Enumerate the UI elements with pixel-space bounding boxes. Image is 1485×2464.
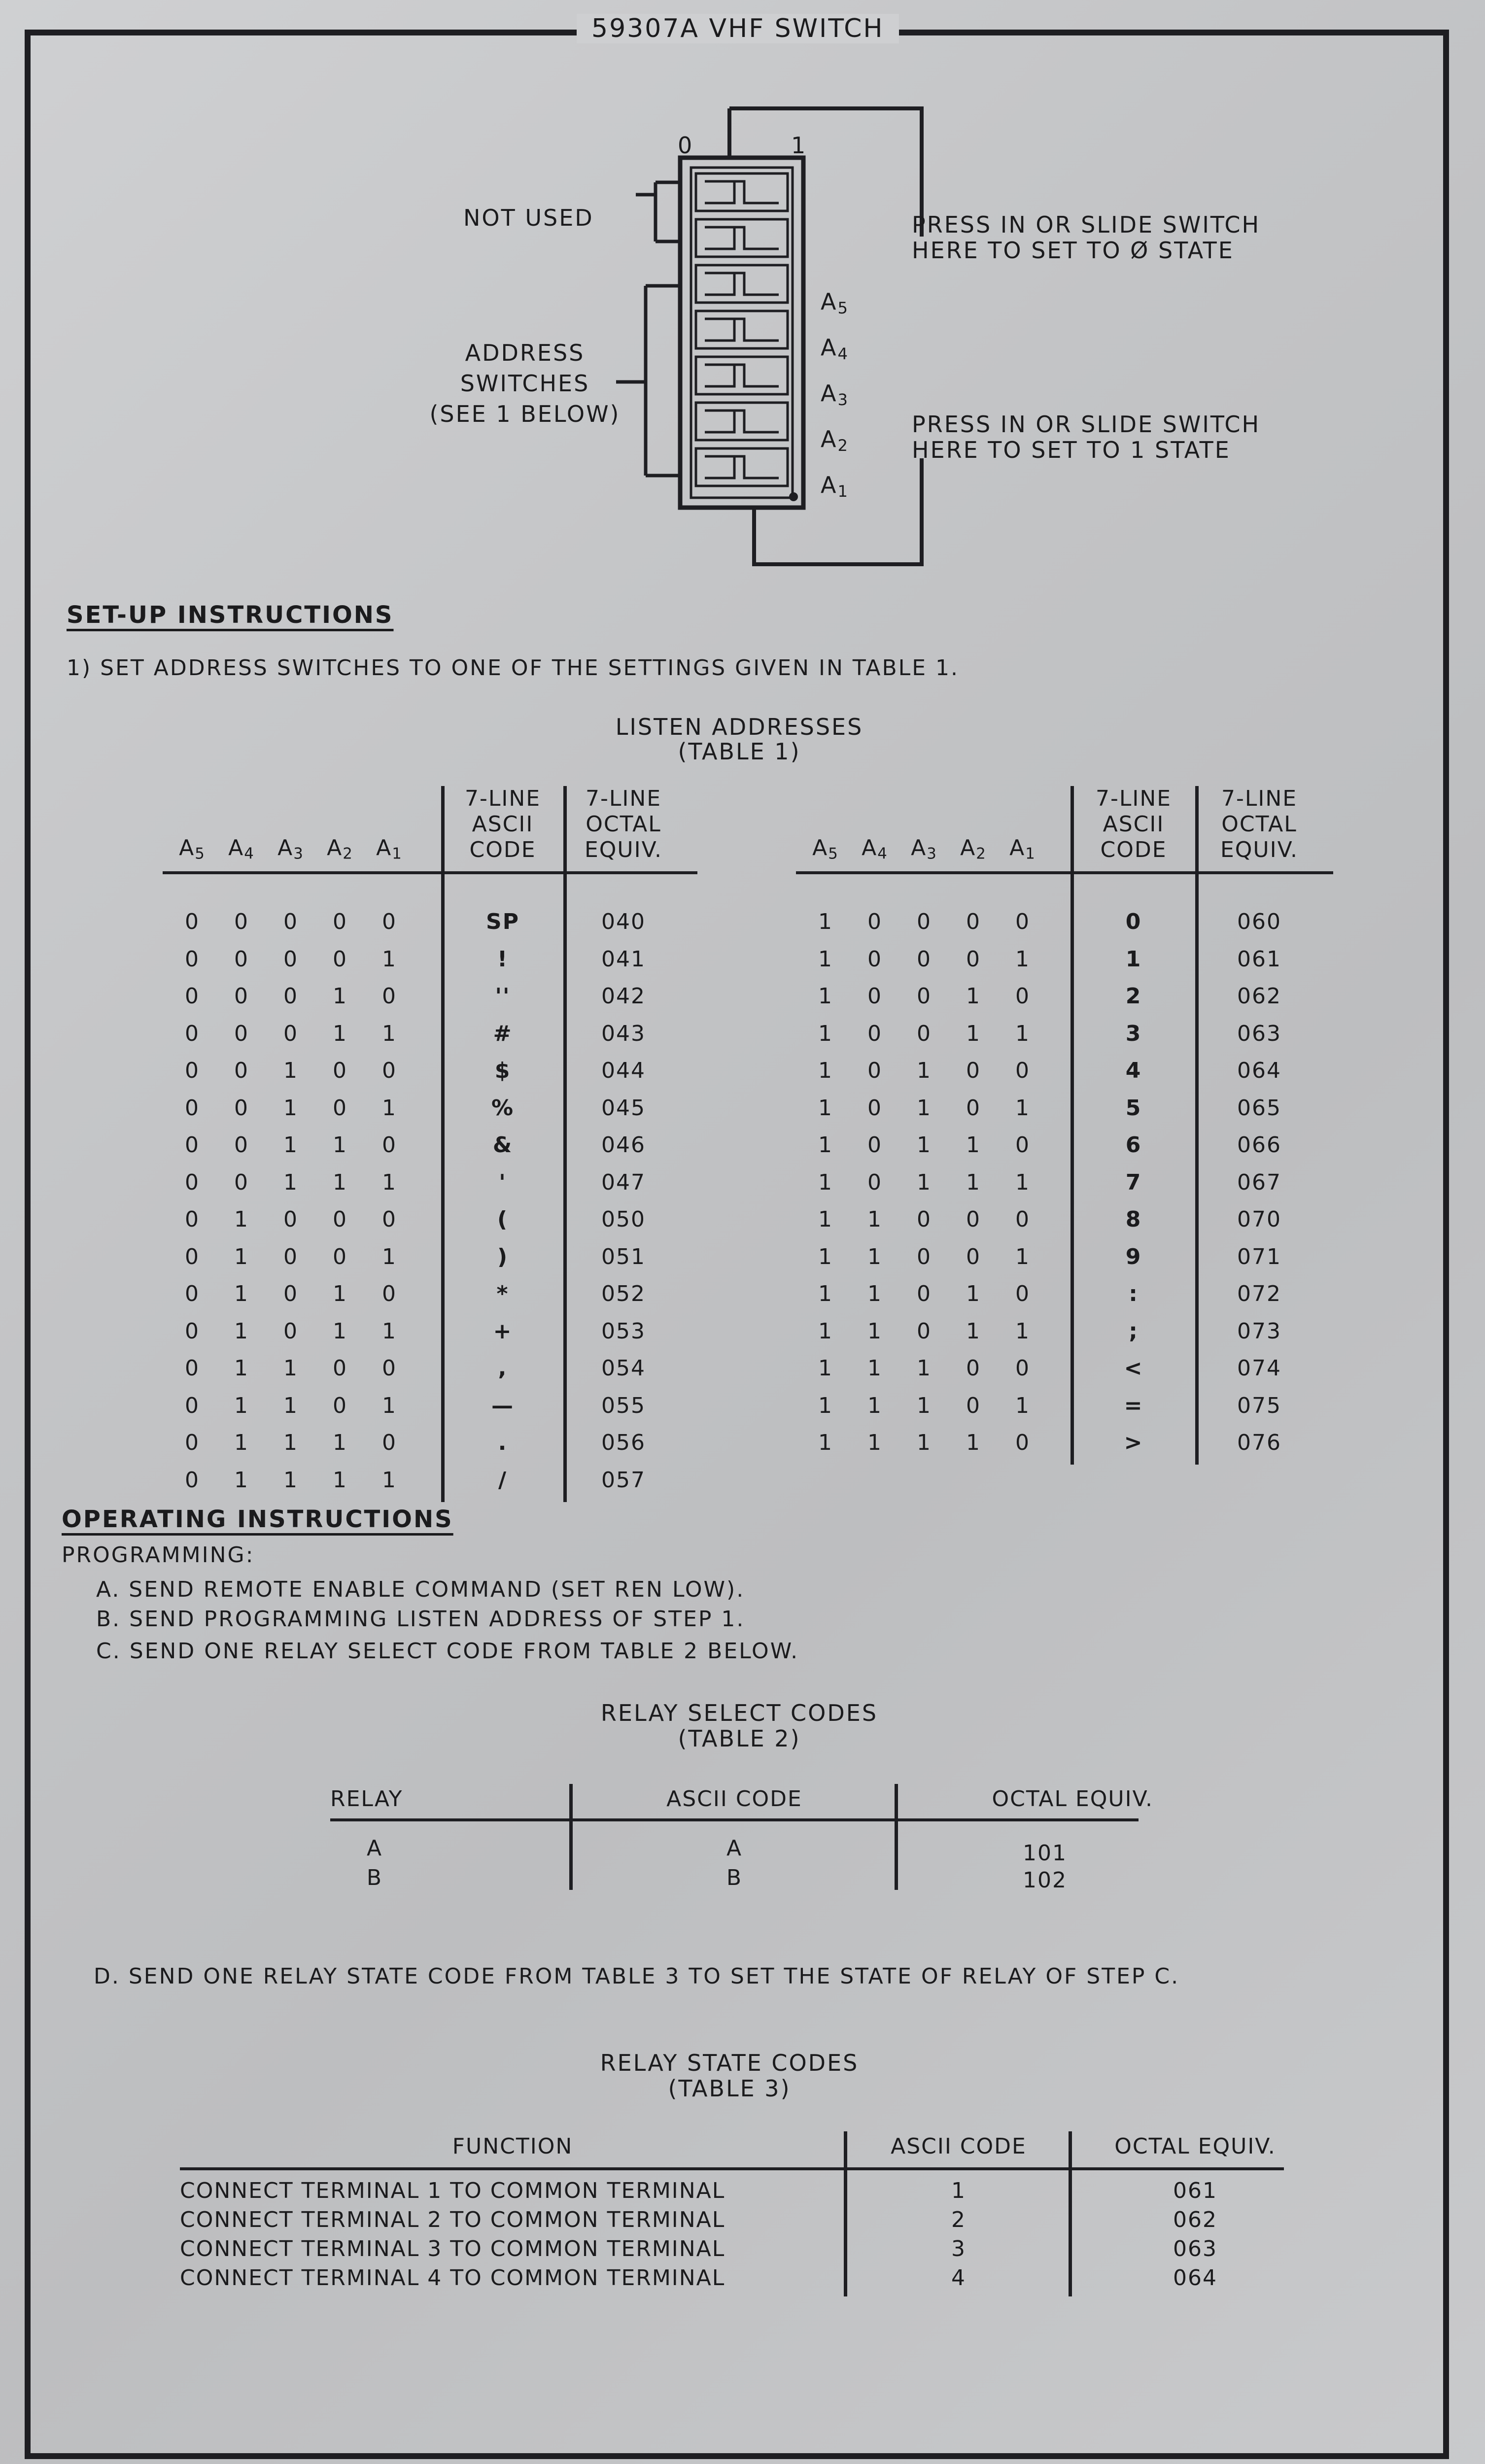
dip-switch-diagram xyxy=(606,99,951,572)
table-cell: 1 xyxy=(234,1244,249,1269)
table-cell: 052 xyxy=(601,1281,646,1306)
table2-header-relay: RELAY xyxy=(330,1786,403,1812)
table1-column-divider xyxy=(441,786,445,1502)
table-cell: 1 xyxy=(1015,1021,1030,1046)
table-cell: 1 xyxy=(818,1132,833,1158)
table-cell: 1 xyxy=(917,1169,932,1195)
table-cell: 063 xyxy=(1237,1021,1281,1046)
bit-header-a4: $A_4$ xyxy=(228,835,255,863)
table-cell: 0 xyxy=(333,1356,347,1381)
table-cell: 0 xyxy=(867,1095,882,1121)
table-cell: 070 xyxy=(1237,1207,1281,1232)
table-cell: 056 xyxy=(601,1430,646,1455)
table-cell: 1 xyxy=(382,1021,397,1046)
table-cell: 0 xyxy=(1015,1281,1030,1306)
table-cell: 9 xyxy=(1125,1244,1142,1269)
table-cell: 076 xyxy=(1237,1430,1281,1455)
table-cell: 075 xyxy=(1237,1393,1281,1418)
table-cell: * xyxy=(496,1281,509,1306)
octal-header: 7-LINE OCTAL EQUIV. xyxy=(1220,786,1299,862)
table-cell: 1 xyxy=(818,909,833,934)
table-cell: 1 xyxy=(333,1132,347,1158)
address-switches-label: ADDRESS SWITCHES (SEE 1 BELOW) xyxy=(429,340,621,427)
switch-label-1: 1 xyxy=(791,132,807,159)
table-cell: 0 xyxy=(283,909,298,934)
table1-column-divider xyxy=(1071,786,1074,1465)
table-cell: 0 xyxy=(185,1244,200,1269)
table-cell: 043 xyxy=(601,1021,646,1046)
operating-step-a: A. SEND REMOTE ENABLE COMMAND (SET REN LOW). xyxy=(96,1577,745,1602)
table-cell: 1 xyxy=(333,1021,347,1046)
table-cell: 067 xyxy=(1237,1169,1281,1195)
table-cell: 0 xyxy=(1015,1356,1030,1381)
table-cell: 0 xyxy=(185,1356,200,1381)
table-cell: 062 xyxy=(1173,2207,1217,2232)
table-cell: 1 xyxy=(966,984,981,1009)
table-cell: . xyxy=(498,1430,508,1455)
table2-header-octal: OCTAL EQUIV. xyxy=(992,1786,1153,1812)
table-cell: 1 xyxy=(1015,1169,1030,1195)
table-cell: 1 xyxy=(818,1169,833,1195)
table-cell: 1 xyxy=(234,1281,249,1306)
table-cell: 064 xyxy=(1173,2265,1217,2291)
table1-column-divider xyxy=(563,786,567,1502)
switch-label-0: 0 xyxy=(678,132,694,159)
table-cell: 1 xyxy=(333,1467,347,1493)
table-cell: 1 xyxy=(382,1393,397,1418)
table-cell: A xyxy=(366,1836,383,1861)
bit-label-a2: $A_2$ xyxy=(821,426,849,455)
table-cell: 055 xyxy=(601,1393,646,1418)
table-cell: 0 xyxy=(333,946,347,972)
table-cell: 0 xyxy=(234,1021,249,1046)
table-cell: 0 xyxy=(382,984,397,1009)
table-cell: 0 xyxy=(333,1393,347,1418)
table-cell: 8 xyxy=(1125,1207,1142,1232)
table-cell: 1 xyxy=(917,1095,932,1121)
table-cell: 1 xyxy=(283,1169,298,1195)
table-cell: 0 xyxy=(185,1393,200,1418)
table-cell: 0 xyxy=(283,984,298,1009)
table-cell: 1 xyxy=(818,1095,833,1121)
table-cell: 0 xyxy=(234,1132,249,1158)
table-cell: 1 xyxy=(1015,1318,1030,1344)
table-cell: 0 xyxy=(867,909,882,934)
table-cell: 0 xyxy=(966,946,981,972)
table2-header-ascii: ASCII CODE xyxy=(666,1786,802,1812)
table-cell: 1 xyxy=(283,1058,298,1083)
table-cell: 0 xyxy=(283,1318,298,1344)
ascii-header: 7-LINE ASCII CODE xyxy=(1095,786,1172,862)
table-cell: 066 xyxy=(1237,1132,1281,1158)
table-cell: 0 xyxy=(1015,1132,1030,1158)
table-cell: 0 xyxy=(966,1207,981,1232)
bit-header-a3: $A_3$ xyxy=(911,835,937,863)
table-cell: 1 xyxy=(333,1318,347,1344)
table-cell: 1 xyxy=(283,1467,298,1493)
operating-step-d: D. SEND ONE RELAY STATE CODE FROM TABLE 3 TO SET THE STATE OF RELAY OF STEP C. xyxy=(94,1964,1180,1989)
table-cell: % xyxy=(491,1095,515,1121)
table-cell: 1 xyxy=(283,1393,298,1418)
table-cell: 1 xyxy=(867,1281,882,1306)
table-cell: 0 xyxy=(917,946,932,972)
table-cell: 1 xyxy=(818,1318,833,1344)
table-cell: 0 xyxy=(234,1095,249,1121)
table-cell: 0 xyxy=(185,1058,200,1083)
bit-label-a3: $A_3$ xyxy=(821,380,849,410)
table-cell: 072 xyxy=(1237,1281,1281,1306)
table-cell: 1 xyxy=(966,1132,981,1158)
table-cell: > xyxy=(1124,1430,1143,1455)
table-cell: 0 xyxy=(185,1281,200,1306)
table-cell: 1 xyxy=(818,1281,833,1306)
bit-header-a1: $A_1$ xyxy=(376,835,403,863)
operating-step-b: B. SEND PROGRAMMING LISTEN ADDRESS OF STEP 1. xyxy=(96,1607,745,1632)
table-cell: 0 xyxy=(1015,984,1030,1009)
table-cell: 1 xyxy=(951,2178,966,2203)
bit-header-a2: $A_2$ xyxy=(327,835,353,863)
table-cell: 0 xyxy=(966,1058,981,1083)
table-cell: 1 xyxy=(382,946,397,972)
table-cell: CONNECT TERMINAL 1 TO COMMON TERMINAL xyxy=(180,2178,725,2203)
table-cell: 1 xyxy=(234,1207,249,1232)
table-cell: 0 xyxy=(966,1393,981,1418)
table-cell: 0 xyxy=(333,1058,347,1083)
table1-header-rule xyxy=(163,871,697,874)
table-cell: 0 xyxy=(917,1207,932,1232)
ascii-header: 7-LINE ASCII CODE xyxy=(464,786,541,862)
table-cell: & xyxy=(492,1132,513,1158)
table-cell: 0 xyxy=(867,1169,882,1195)
table-cell: 0 xyxy=(1015,1207,1030,1232)
table-cell: A xyxy=(726,1836,743,1861)
table-cell: 0 xyxy=(185,1169,200,1195)
table-cell: 1 xyxy=(867,1207,882,1232)
table-cell: 1 xyxy=(234,1356,249,1381)
table-cell: 0 xyxy=(185,984,200,1009)
table-cell: SP xyxy=(486,909,519,934)
table-cell: , xyxy=(498,1356,508,1381)
table-cell: 0 xyxy=(867,1021,882,1046)
bit-header-a1: $A_1$ xyxy=(1009,835,1036,863)
table-cell: 1 xyxy=(333,1169,347,1195)
table-cell: 3 xyxy=(951,2236,966,2261)
table-cell: 6 xyxy=(1125,1132,1142,1158)
table-cell: 1 xyxy=(917,1430,932,1455)
table-cell: 1 xyxy=(382,1095,397,1121)
bit-header-a3: $A_3$ xyxy=(277,835,304,863)
table-cell: 1 xyxy=(966,1169,981,1195)
table-cell: 0 xyxy=(234,909,249,934)
table-cell: 1 xyxy=(917,1132,932,1158)
table3-header-function: FUNCTION xyxy=(452,2134,573,2159)
table-cell: 0 xyxy=(917,1281,932,1306)
table-cell: 0 xyxy=(966,1356,981,1381)
table-cell: 074 xyxy=(1237,1356,1281,1381)
table-cell: 057 xyxy=(601,1467,646,1493)
table-cell: + xyxy=(493,1318,513,1344)
table-cell: 046 xyxy=(601,1132,646,1158)
table-cell: 0 xyxy=(283,1244,298,1269)
table-cell: 1 xyxy=(966,1281,981,1306)
octal-header: 7-LINE OCTAL EQUIV. xyxy=(584,786,663,862)
table-cell: 1 xyxy=(283,1095,298,1121)
table-cell: 4 xyxy=(951,2265,966,2291)
table-cell: 0 xyxy=(283,946,298,972)
table-cell: 1 xyxy=(234,1393,249,1418)
table-cell: 065 xyxy=(1237,1095,1281,1121)
table-cell: 1 xyxy=(917,1058,932,1083)
table-cell: 0 xyxy=(966,909,981,934)
table-cell: 0 xyxy=(1015,1430,1030,1455)
press-1-instruction: PRESS IN OR SLIDE SWITCH HERE TO SET TO 1 STATE xyxy=(912,411,1261,463)
bit-header-a5: $A_5$ xyxy=(812,835,839,863)
table-cell: 1 xyxy=(867,1393,882,1418)
table-cell: 0 xyxy=(1015,1058,1030,1083)
table-cell: # xyxy=(493,1021,513,1046)
table-cell: 1 xyxy=(333,984,347,1009)
table-cell: 062 xyxy=(1237,984,1281,1009)
table-cell: 0 xyxy=(333,1244,347,1269)
table-cell: CONNECT TERMINAL 2 TO COMMON TERMINAL xyxy=(180,2207,725,2232)
bit-label-a1: $A_1$ xyxy=(821,472,849,501)
table-cell: 0 xyxy=(185,1318,200,1344)
table-cell: $ xyxy=(494,1058,511,1083)
table-cell: 041 xyxy=(601,946,646,972)
table-cell: 1 xyxy=(283,1132,298,1158)
operating-step-c: C. SEND ONE RELAY SELECT CODE FROM TABLE 2 BELOW. xyxy=(96,1639,799,1664)
table-cell: B xyxy=(366,1865,383,1890)
table-cell: 102 xyxy=(1023,1868,1067,1893)
operating-heading: OPERATING INSTRUCTIONS xyxy=(62,1506,453,1533)
table-cell: ' xyxy=(499,1169,507,1195)
table2-caption: RELAY SELECT CODES (TABLE 2) xyxy=(600,1700,878,1752)
table-cell: 1 xyxy=(1015,946,1030,972)
table-cell: — xyxy=(491,1393,514,1418)
table-cell: 0 xyxy=(234,946,249,972)
table-cell: 1 xyxy=(818,1393,833,1418)
setup-step-1: 1) SET ADDRESS SWITCHES TO ONE OF THE SETTINGS GIVEN IN TABLE 1. xyxy=(67,655,959,681)
bit-header-a2: $A_2$ xyxy=(960,835,987,863)
table-cell: 0 xyxy=(382,909,397,934)
table-cell: 7 xyxy=(1125,1169,1142,1195)
table-cell: 0 xyxy=(917,1318,932,1344)
table3-header-ascii: ASCII CODE xyxy=(891,2134,1027,2159)
table1-caption: LISTEN ADDRESSES (TABLE 1) xyxy=(615,714,863,765)
table1-header-rule xyxy=(796,871,1333,874)
table-cell: 1 xyxy=(818,1207,833,1232)
bit-label-a5: $A_5$ xyxy=(821,288,849,318)
table-cell: 1 xyxy=(333,1281,347,1306)
table-cell: 1 xyxy=(867,1318,882,1344)
table-cell: 1 xyxy=(382,1244,397,1269)
table-cell: 0 xyxy=(185,1207,200,1232)
table-cell: 0 xyxy=(966,1244,981,1269)
table-cell: 051 xyxy=(601,1244,646,1269)
table-cell: 063 xyxy=(1173,2236,1217,2261)
table-cell: 0 xyxy=(333,1095,347,1121)
table-cell: 0 xyxy=(234,1169,249,1195)
table-cell: 042 xyxy=(601,984,646,1009)
table-cell: 1 xyxy=(234,1318,249,1344)
table-cell: 1 xyxy=(382,1318,397,1344)
table-cell: 1 xyxy=(818,1021,833,1046)
table-cell: 1 xyxy=(283,1356,298,1381)
table-cell: 0 xyxy=(917,984,932,1009)
table-cell: B xyxy=(726,1865,743,1890)
table-cell: CONNECT TERMINAL 3 TO COMMON TERMINAL xyxy=(180,2236,725,2261)
bit-header-a5: $A_5$ xyxy=(179,835,206,863)
table-cell: 1 xyxy=(818,1430,833,1455)
table-cell: 1 xyxy=(234,1430,249,1455)
table3-caption: RELAY STATE CODES (TABLE 3) xyxy=(600,2050,859,2102)
table-cell: 0 xyxy=(382,1430,397,1455)
table-cell: 1 xyxy=(867,1356,882,1381)
table-cell: / xyxy=(498,1467,508,1493)
table-cell: 1 xyxy=(818,1058,833,1083)
table-cell: ) xyxy=(497,1244,509,1269)
table-cell: 073 xyxy=(1237,1318,1281,1344)
table3-header-octal: OCTAL EQUIV. xyxy=(1114,2134,1276,2159)
table-cell: 0 xyxy=(382,1356,397,1381)
table-cell: 0 xyxy=(185,946,200,972)
table-cell: ; xyxy=(1129,1318,1139,1344)
table-cell: '' xyxy=(495,984,511,1009)
table-cell: : xyxy=(1129,1281,1139,1306)
table-cell: 1 xyxy=(818,984,833,1009)
table-cell: 0 xyxy=(185,1467,200,1493)
table-cell: ! xyxy=(497,946,509,972)
table-cell: 047 xyxy=(601,1169,646,1195)
table-cell: 1 xyxy=(382,1467,397,1493)
table-cell: 1 xyxy=(966,1021,981,1046)
table-cell: 0 xyxy=(867,1058,882,1083)
table-cell: 1 xyxy=(1125,946,1142,972)
table-cell: 0 xyxy=(333,909,347,934)
table-cell: 071 xyxy=(1237,1244,1281,1269)
table-cell: 0 xyxy=(1125,909,1142,934)
table-cell: 1 xyxy=(333,1430,347,1455)
table-cell: 1 xyxy=(917,1393,932,1418)
table-cell: 0 xyxy=(382,1132,397,1158)
table-cell: 0 xyxy=(185,909,200,934)
table-cell: 1 xyxy=(1015,1244,1030,1269)
table-cell: 0 xyxy=(234,1058,249,1083)
table-cell: 4 xyxy=(1125,1058,1142,1083)
table-cell: 1 xyxy=(1015,1095,1030,1121)
table-cell: 0 xyxy=(917,1244,932,1269)
table-cell: 1 xyxy=(1015,1393,1030,1418)
table-cell: 0 xyxy=(867,984,882,1009)
table-cell: = xyxy=(1124,1393,1143,1418)
table-cell: < xyxy=(1124,1356,1143,1381)
table-cell: 2 xyxy=(951,2207,966,2232)
table-cell: 050 xyxy=(601,1207,646,1232)
table-cell: 1 xyxy=(234,1467,249,1493)
panel-title: 59307A VHF SWITCH xyxy=(577,14,899,43)
setup-heading: SET-UP INSTRUCTIONS xyxy=(67,601,394,629)
table-cell: 061 xyxy=(1237,946,1281,972)
table-cell: 0 xyxy=(185,1021,200,1046)
programming-label: PROGRAMMING: xyxy=(62,1542,255,1568)
not-used-label: NOT USED xyxy=(463,205,594,231)
table-cell: 1 xyxy=(818,946,833,972)
table-cell: ( xyxy=(497,1207,509,1232)
table-cell: 1 xyxy=(818,1244,833,1269)
table-cell: 0 xyxy=(917,909,932,934)
table-cell: 0 xyxy=(283,1021,298,1046)
table-cell: 0 xyxy=(382,1207,397,1232)
table-cell: 0 xyxy=(185,1095,200,1121)
table-cell: 0 xyxy=(966,1095,981,1121)
table-cell: CONNECT TERMINAL 4 TO COMMON TERMINAL xyxy=(180,2265,725,2291)
table-cell: 045 xyxy=(601,1095,646,1121)
table-cell: 1 xyxy=(818,1356,833,1381)
table-cell: 0 xyxy=(917,1021,932,1046)
table-cell: 101 xyxy=(1023,1841,1067,1866)
table-cell: 1 xyxy=(917,1356,932,1381)
table-cell: 5 xyxy=(1125,1095,1142,1121)
table-cell: 0 xyxy=(234,984,249,1009)
table-cell: 1 xyxy=(966,1318,981,1344)
bit-header-a4: $A_4$ xyxy=(862,835,888,863)
table-cell: 1 xyxy=(867,1430,882,1455)
table-cell: 061 xyxy=(1173,2178,1217,2203)
table-cell: 0 xyxy=(185,1430,200,1455)
table-cell: 044 xyxy=(601,1058,646,1083)
table-cell: 0 xyxy=(867,1132,882,1158)
table-cell: 0 xyxy=(382,1058,397,1083)
table-cell: 0 xyxy=(867,946,882,972)
press-0-instruction: PRESS IN OR SLIDE SWITCH HERE TO SET TO Ø STATE xyxy=(912,211,1261,264)
table-cell: 040 xyxy=(601,909,646,934)
table1-column-divider xyxy=(1195,786,1199,1465)
table-cell: 0 xyxy=(1015,909,1030,934)
table-cell: 1 xyxy=(382,1169,397,1195)
table-cell: 2 xyxy=(1125,984,1142,1009)
table-cell: 0 xyxy=(185,1132,200,1158)
table-cell: 1 xyxy=(867,1244,882,1269)
table-cell: 0 xyxy=(382,1281,397,1306)
bit-label-a4: $A_4$ xyxy=(821,334,849,364)
table-cell: 060 xyxy=(1237,909,1281,934)
table-cell: 053 xyxy=(601,1318,646,1344)
table-cell: 1 xyxy=(283,1430,298,1455)
table-cell: 1 xyxy=(966,1430,981,1455)
table-cell: 0 xyxy=(283,1207,298,1232)
table-cell: 3 xyxy=(1125,1021,1142,1046)
table-cell: 0 xyxy=(333,1207,347,1232)
table-cell: 0 xyxy=(283,1281,298,1306)
table-cell: 064 xyxy=(1237,1058,1281,1083)
table-cell: 054 xyxy=(601,1356,646,1381)
